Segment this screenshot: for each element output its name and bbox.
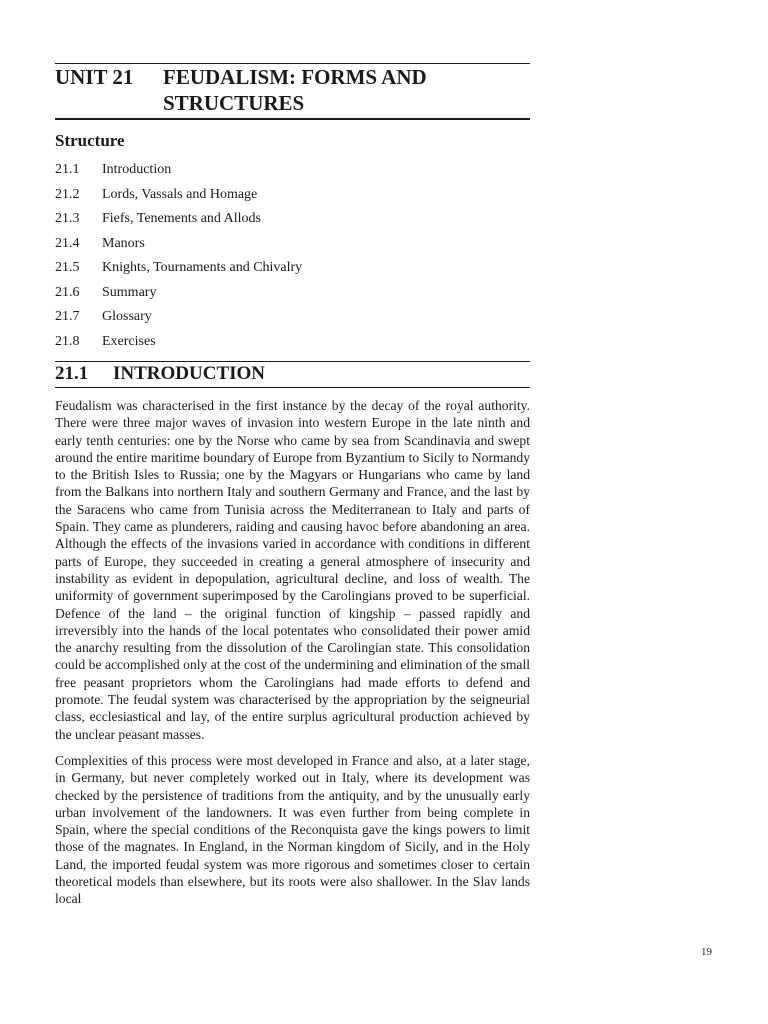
toc-item-label: Lords, Vassals and Homage: [102, 186, 258, 202]
toc-item[interactable]: [55, 307, 530, 332]
section-heading: [55, 362, 265, 386]
toc-item-number: 21.3: [55, 211, 80, 226]
toc-item-number: 21.5: [55, 260, 80, 275]
toc-item[interactable]: [55, 234, 530, 259]
page-number: 19: [701, 946, 712, 958]
toc-item[interactable]: [55, 332, 530, 357]
toc-item-label: Exercises: [102, 333, 156, 349]
toc-item[interactable]: [55, 258, 530, 283]
toc-item-label: Summary: [102, 284, 157, 300]
toc-item-number: 21.1: [55, 162, 80, 177]
unit-number: UNIT 21: [55, 65, 134, 89]
toc-item-number: 21.2: [55, 186, 80, 202]
toc-item-label: Introduction: [102, 162, 172, 177]
toc-item[interactable]: [55, 185, 530, 210]
unit-title-line-1: FEUDALISM: FORMS AND: [163, 65, 427, 89]
toc-item-number: 21.8: [55, 333, 80, 349]
toc-item-label: Manors: [102, 235, 145, 251]
toc-item[interactable]: [55, 160, 530, 185]
section-number: 21.1: [55, 363, 89, 384]
toc-item-number: 21.7: [55, 309, 80, 324]
toc-item[interactable]: [55, 283, 530, 308]
toc-item-number: 21.6: [55, 284, 80, 300]
toc-item[interactable]: [55, 209, 530, 234]
structure-heading: Structure: [55, 131, 125, 150]
paragraph: Complexities of this process were most developed in France and also, at a later stage, in Germany, but never completely worked out in Italy, where its development was checked by the persistence of traditions from the antiquity, and by the unusually early urban involvement of the landowners. It was even further from being complete in Spain, where the special conditions of the Reconquista gave the kings powers to limit those of the magnates. In England, in the Norman kingdom of Sicily, and in the Holy Land, the imported feudal system was more rigorous and sometimes closer to certain theoretical models than elsewhere, but its roots were also shallower. In the Slav lands local: [55, 752, 530, 907]
body-text: [55, 397, 530, 917]
section-title: INTRODUCTION: [113, 363, 266, 384]
unit-title: [163, 64, 523, 116]
paragraph: Feudalism was characterised in the first instance by the decay of the royal authority. There were three major waves of invasion into western Europe in the late ninth and early tenth centuries: one by the Norse who came by sea from Scandinavia and swept around the entire maritime boundary of Europe from Byzantium to Sicily to Normandy to the British Isles to Russia; one by the Magyars or Hungarians who came by land from the Balkans into northern Italy and southern Germany and France, and the last by the Saracens who came from Tunisia across the Mediterranean to Italy and parts of Spain. They came as plunderers, raiding and causing havoc before abandoning an area. Although the effects of the invasions varied in accordance with conditions in different parts of Europe, they succeeded in creating a general atmosphere of insecurity and instability as evident in depopulation, agricultural decline, and loss of wealth. The uniformity of government superimposed by the Carolingians proved to be superficial. Defence of the land – the original function of kingship – passed rapidly and irreversibly into the hands of the local potentates who consolidated their power amid the anarchy resulting from the dissolution of the Carolingian state. This consolidation could be accomplished only at the cost of the undermining and elimination of the small free peasant proprietors whom the Carolingians had made efforts to defend and promote. The feudal system was characterised by the appropriation by the seigneurial class, ecclesiastical and lay, of the entire surplus agricultural production achieved by the unclear peasant masses.: [55, 398, 530, 742]
toc-item-label: Fiefs, Tenements and Allods: [102, 211, 261, 226]
toc-item-label: Knights, Tournaments and Chivalry: [102, 260, 303, 275]
toc-item-label: Glossary: [102, 309, 152, 324]
unit-title-line-2: STRUCTURES: [163, 91, 305, 115]
toc-item-number: 21.4: [55, 235, 80, 251]
title-underline-rule: [55, 118, 530, 120]
section-bottom-rule: [55, 387, 530, 388]
table-of-contents: [55, 160, 530, 356]
